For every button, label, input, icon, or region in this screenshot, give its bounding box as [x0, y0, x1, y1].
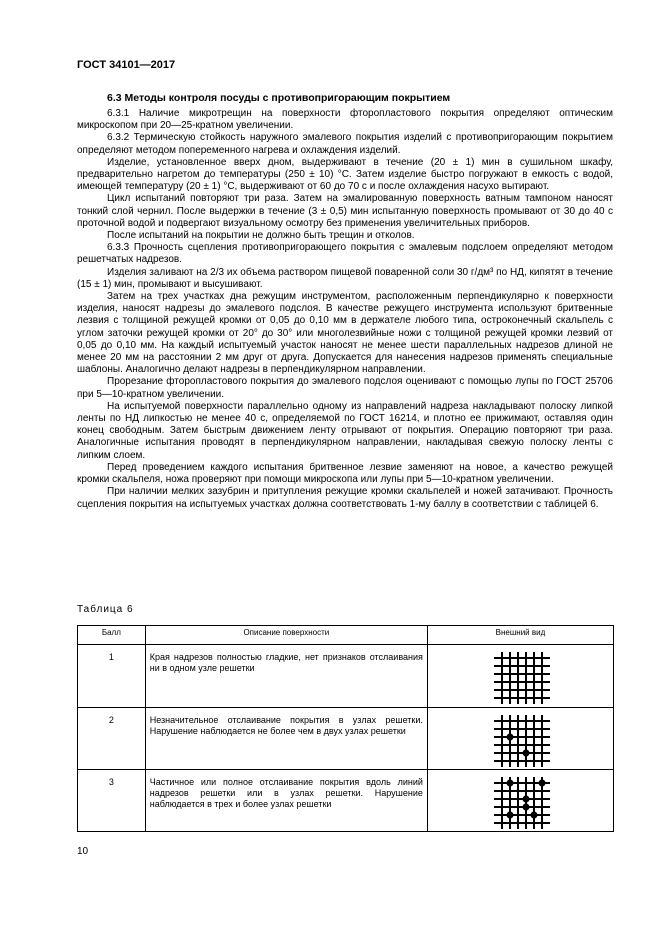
grade-cell: 1 — [78, 645, 146, 708]
table-row — [78, 645, 614, 708]
header-grade: Балл — [78, 626, 146, 645]
paragraph: Прорезание фторопластового покрытия до эмалевого подслоя оценивают с помощью лупы по ГОСТ 25706 при 5—10-кратном увеличении. — [77, 376, 613, 400]
description-cell: Частичное или полное отслаивание покрытия вдоль линий надрезов решетки или в узлах решетки. Нарушение наблюдается в трех и более узлах решетки — [145, 770, 427, 832]
grid-many-nodes-icon — [490, 777, 550, 829]
paragraph: При наличии мелких зазубрин и притупления режущие кромки скальпелей и ножей затачивают. Прочность сцепления покрытия на испытуемых участках должна соответствовать 1-му баллу в соответствии с таблицей 6. — [77, 486, 613, 510]
header-description: Описание поверхности — [145, 626, 427, 645]
grade-cell: 2 — [78, 708, 146, 770]
document-code: ГОСТ 34101—2017 — [77, 59, 176, 71]
table-header-row — [78, 626, 614, 645]
grade-cell: 3 — [78, 770, 146, 832]
paragraph: Изделия заливают на 2/3 их объема раствором пищевой поваренной соли 30 г/дм³ по НД, кипятят в течение (15 ± 1) мин, промывают и высушивают. — [77, 266, 613, 290]
appearance-cell — [427, 708, 613, 770]
body-text — [77, 108, 613, 511]
grid-intact-icon — [490, 652, 550, 704]
header-appearance: Внешний вид — [427, 626, 613, 645]
paragraph: 6.3.3 Прочность сцепления противопригорающего покрытия с эмалевым подслоем определяют методом решетчатых надрезов. — [77, 242, 613, 266]
appearance-cell — [427, 645, 613, 708]
paragraph: 6.3.2 Термическую стойкость наружного эмалевого покрытия изделий с противопригорающим покрытием определяют методом попеременного нагрева и охлаждения изделий. — [77, 132, 613, 156]
paragraph: Изделие, установленное вверх дном, выдерживают в течение (20 ± 1) мин в сушильном шкафу, предварительно нагретом до температуры (250 ± 10) °С. Затем изделие быстро погружают в емкость с водой, имеющей температуру (20 ± 1) °С, выдерживают от 60 до 70 с и после охлаждения насухо вытирают. — [77, 156, 613, 193]
table-caption: Таблица 6 — [77, 604, 134, 615]
table-6 — [77, 625, 614, 832]
page-number: 10 — [77, 846, 89, 857]
paragraph: На испытуемой поверхности параллельно одному из направлений надреза накладывают полоску липкой ленты по НД липкостью не менее 40 с, определяемой по ГОСТ 16214, и плотно ее прижимают, оставляя один конец свободным. Затем быстрым движением ленту отрывают от покрытия. Операцию повторяют три раза. Аналогичные испытания проводят в перпендикулярном направлении, накладывая свежую полоску ленты с липким слоем. — [77, 400, 613, 461]
table-row — [78, 708, 614, 770]
grid-two-nodes-icon — [490, 715, 550, 767]
paragraph: 6.3.1 Наличие микротрещин на поверхности фторопластового покрытия определяют оптическим микроскопом при 20—25-кратном увеличении. — [77, 108, 613, 132]
table-row — [78, 770, 614, 832]
description-cell: Края надрезов полностью гладкие, нет признаков отслаивания ни в одном узле решетки — [145, 645, 427, 708]
appearance-cell — [427, 770, 613, 832]
section-title: 6.3 Методы контроля посуды с противопригорающим покрытием — [107, 92, 451, 104]
paragraph: Перед проведением каждого испытания бритвенное лезвие заменяют на новое, а качество режущей кромки скальпеля, ножа проверяют при помощи микроскопа или лупы при 5—10-кратном увеличении. — [77, 461, 613, 486]
paragraph: После испытаний на покрытии не должно быть трещин и отколов. — [107, 230, 415, 242]
paragraph: Цикл испытаний повторяют три раза. Затем на эмалированную поверхность ватным тампоном наносят тонкий слой чернил. После выдержки в течение (3 ± 0,5) мин испытанную поверхность промывают от 30 до 40 с проточной водой и подвергают визуальному осмотру без применения увеличительных приборов. — [77, 193, 613, 229]
paragraph: Затем на трех участках дна режущим инструментом, расположенным перпендикулярно к поверхности изделия, наносят надрезы до эмалевого подслоя. В качестве режущего инструмента используют бритвенные лезвия с толщиной режущей кромки от 0,05 до 0,10 мм в держателе любого типа, остроконечный скальпель с углом заточки режущей кромки от 20° до 30° или многолезвийные ножи с толщиной режущей кромки лезвий от 0,05 до 0,10 мм. На каждый испытуемый участок наносят не менее шести параллельных надрезов длиной не менее 20 мм на расстоянии 2 мм друг от друга. Допускается для нанесения надрезов применять специальные шаблоны. Аналогично делают надрезы в перпендикулярном направлении. — [77, 291, 613, 376]
description-cell: Незначительное отслаивание покрытия в узлах решетки. Нарушение наблюдается не более чем в двух узлах решетки — [145, 708, 427, 770]
